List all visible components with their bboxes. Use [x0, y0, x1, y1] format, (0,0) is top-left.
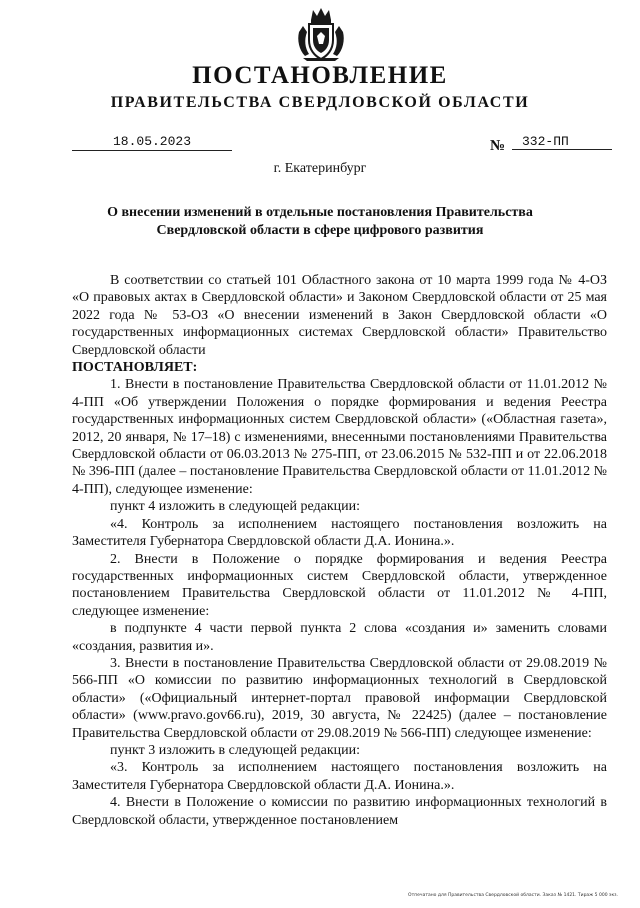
document-title: ПОСТАНОВЛЕНИЕ	[192, 62, 448, 89]
item-1-instruction: пункт 4 изложить в следующей редакции:	[110, 499, 360, 515]
document-heading	[60, 204, 580, 240]
item-2-paragraph: 2. Внести в Положение о порядке формирования и ведения Реестра государственных информационных систем Свердловской области, утвержденное постановлением Правительства Свердловской области от 11.01.2012 № 4-ПП, следующее изменение:	[72, 551, 607, 619]
issuer-subtitle: ПРАВИТЕЛЬСТВА СВЕРДЛОВСКОЙ ОБЛАСТИ	[110, 94, 530, 111]
document-number: 332-ПП	[512, 133, 612, 150]
document-body	[72, 272, 607, 829]
intro-paragraph: В соответствии со статьей 101 Областного закона от 10 марта 1999 года № 4-ОЗ «О правовых актах в Свердловской области» и Законом Свердловской области от 25 мая 2022 года № 53-ОЗ «О внесении изменений в Закон Свердловской области «О государственных информационных системах Свердловской области» Правительство Свердловской области	[72, 273, 607, 358]
decree-word: ПОСТАНОВЛЯЕТ:	[72, 360, 198, 376]
item-3-paragraph: 3. Внести в постановление Правительства Свердловской области от 29.08.2019 № 566-ПП «О комиссии по развитию информационных технологий в Свердловской области» («Официальный интернет-портал правовой информации Свердловской области» (www.pravo.gov66.ru), 2019, 30 августа, № 22425) (далее – постановление Правительства Свердловской области от 29.08.2019 № 566-ПП) следующее изменение:	[72, 655, 607, 741]
item-1-new-text: «4. Контроль за исполнением настоящего постановления возложить на Заместителя Губернатора Свердловской области Д.А. Ионина.».	[72, 516, 607, 550]
item-2-instruction: в подпункте 4 части первой пункта 2 слова «создания и» заменить словами «создания, развития и».	[72, 621, 607, 654]
issue-city: г. Екатеринбург	[273, 161, 367, 176]
coat-of-arms-icon	[295, 6, 347, 62]
number-label: №	[490, 138, 506, 154]
item-1-paragraph: 1. Внести в постановление Правительства Свердловской области от 11.01.2012 № 4-ПП «Об утверждении Положения о порядке формирования и ведения Реестра государственных информационных систем Свердловской области» («Областная газета», 2012, 20 января, № 17–18) с изменениями, внесенными постановлениями Правительства Свердловской области от 06.03.2013 № 275-ПП, от 23.06.2015 № 532-ПП и от 22.06.2018 № 396-ПП (далее – постановление Правительства Свердловской области от 11.01.2012 № 4-ПП), следующее изменение:	[72, 377, 607, 497]
document-date: 18.05.2023	[72, 133, 232, 151]
item-3-new-text: «3. Контроль за исполнением настоящего постановления возложить на Заместителя Губернатора Свердловской области Д.А. Ионина.».	[72, 760, 607, 793]
print-note: Отпечатано для Правительства Свердловской области. Заказ № 1421. Тираж 5 000 экз.	[408, 893, 618, 898]
item-4-paragraph: 4. Внести в Положение о комиссии по развитию информационных технологий в Свердловской области, утвержденное постановлением	[72, 795, 607, 828]
heading-line-2: Свердловской области в сфере цифрового развития	[156, 223, 484, 238]
item-3-instruction: пункт 3 изложить в следующей редакции:	[110, 742, 360, 758]
heading-line-1: О внесении изменений в отдельные постановления Правительства	[107, 205, 533, 220]
